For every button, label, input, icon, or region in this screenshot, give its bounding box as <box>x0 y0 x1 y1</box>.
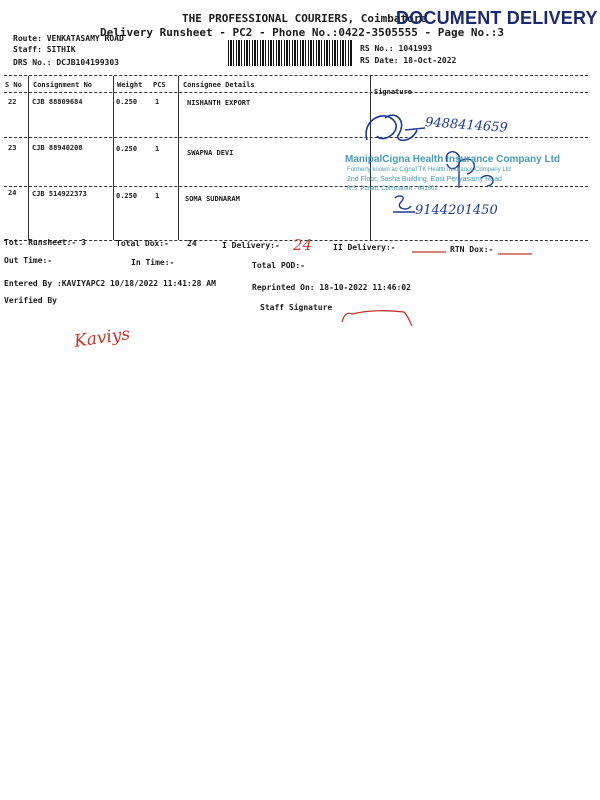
runsheet-title: Delivery Runsheet - PC2 - Phone No.:0422-3505555 - Page No.:3 <box>100 26 504 39</box>
staff-signature-label: Staff Signature <box>260 303 333 312</box>
column-divider <box>113 76 114 240</box>
row-weight: 0.250 <box>116 145 138 153</box>
handwritten-phone-2: 9144201450 <box>415 203 498 218</box>
staff-signature-mark <box>338 304 418 330</box>
row-consignment: CJB 88809684 <box>32 98 83 106</box>
row-pcs: 1 <box>155 145 160 153</box>
total-dox-label: Total Dox:- <box>116 239 169 248</box>
staff: Staff: SITHIK <box>13 45 76 54</box>
cigna-stamp-line2: Formerly known as CignaTTK Health Insurance Company Ltd <box>347 167 511 173</box>
cigna-stamp-line1: ManipalCigna Health Insurance Company Ltd <box>345 154 561 165</box>
barcode <box>228 40 352 66</box>
row-weight: 0.250 <box>116 98 138 106</box>
rs-number: RS No.: 1041993 <box>360 44 433 53</box>
row-sno: 22 <box>8 98 17 106</box>
row-sno: 23 <box>8 144 17 152</box>
signature-scribble-3 <box>393 196 415 212</box>
drs-number: DRS No.: DCJB104199303 <box>13 58 119 67</box>
row-consignee: SOMA SUDNARAM <box>185 195 240 203</box>
row-sno: 24 <box>8 189 17 197</box>
cigna-stamp-line4: R.S. Puram, Coimbatore - 641002 <box>347 186 438 192</box>
table-header-rule <box>4 92 588 93</box>
row-consignee: SWAPNA DEVI <box>187 149 234 157</box>
i-delivery-handwritten: 24 <box>293 236 313 254</box>
col-header-sno: S No <box>5 81 22 89</box>
document-delivery-stamp: DOCUMENT DELIVERY <box>396 8 598 28</box>
row-consignee: NISHANTH EXPORT <box>187 99 251 107</box>
reprinted-on: Reprinted On: 18-10-2022 11:46:02 <box>252 283 411 292</box>
handwritten-phone-1: 9488414659 <box>424 115 509 136</box>
col-header-consignee: Consignee Details <box>183 81 255 89</box>
row-consignment: CJB 514922373 <box>32 190 87 198</box>
i-delivery-label: I Delivery:- <box>222 241 280 250</box>
verified-by-label: Verified By <box>4 296 57 305</box>
ii-delivery-label: II Delivery:- <box>333 243 396 252</box>
company-name: THE PROFESSIONAL COURIERS, Coimbatore <box>182 12 428 25</box>
row-pcs: 1 <box>155 192 160 200</box>
ii-delivery-dash-mark <box>410 248 450 256</box>
verifier-signature: Kaviys <box>72 324 132 352</box>
total-dox-value: 24 <box>187 239 197 248</box>
row-consignment: CJB 88940208 <box>32 144 83 152</box>
total-pod: Total POD:- <box>252 261 305 270</box>
rtn-dox-label: RTN Dox:- <box>450 245 494 254</box>
row-pcs: 1 <box>155 98 160 106</box>
in-time: In Time:- <box>131 258 175 267</box>
total-runsheet: Tot. Runsheet:- 3 <box>4 238 86 247</box>
route: Route: VENKATASAMY ROAD <box>13 34 124 43</box>
cigna-stamp-line3: 2nd Floor, Sasha Building, East Periyasamy Road <box>347 176 502 183</box>
col-header-signature: Signature <box>374 88 412 96</box>
rs-date: RS Date: 18-Oct-2022 <box>360 56 457 65</box>
col-header-pcs: PCS <box>153 81 166 89</box>
signature-scribble-1 <box>366 115 425 140</box>
column-divider <box>178 76 179 240</box>
column-divider <box>28 76 29 240</box>
row-weight: 0.250 <box>116 192 138 200</box>
rtn-dox-dash-mark <box>496 250 536 258</box>
out-time: Out Time:- <box>4 256 53 265</box>
table-top-rule <box>4 75 588 76</box>
col-header-weight: Weight <box>117 81 143 89</box>
col-header-consignment: Consignment No <box>33 81 93 89</box>
entered-by: Entered By :KAVIYAPC2 10/18/2022 11:41:28 AM <box>4 279 216 288</box>
